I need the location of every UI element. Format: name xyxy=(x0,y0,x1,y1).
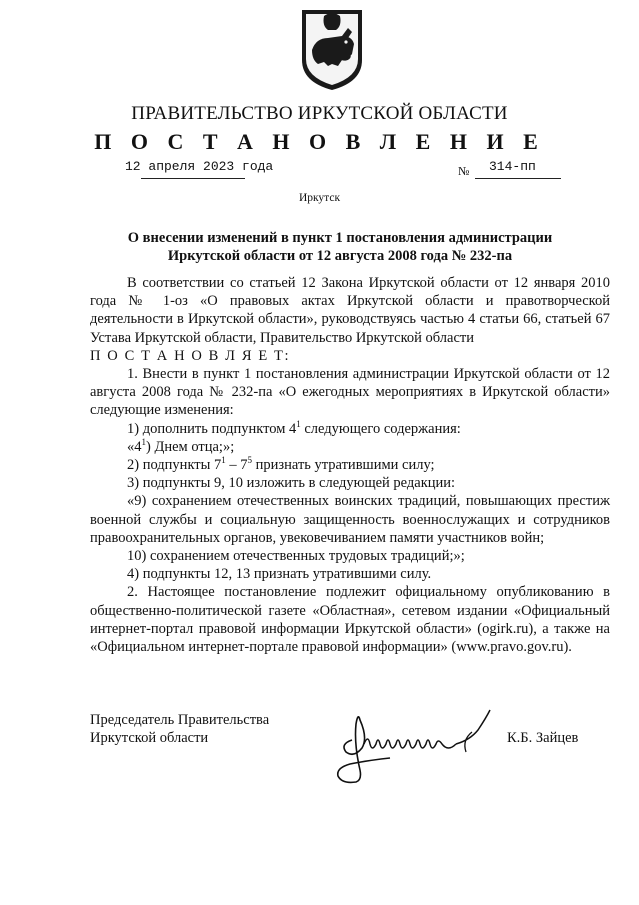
signer-name: К.Б. Зайцев xyxy=(507,730,579,746)
document-title xyxy=(100,229,580,265)
date-underline xyxy=(141,178,245,179)
document-type: П О С Т А Н О В Л Е Н И Е xyxy=(94,129,545,154)
title-line-2: Иркутской области от 12 августа 2008 года № 232-па xyxy=(167,248,513,264)
irkutsk-oblast-coat-of-arms-icon xyxy=(298,6,366,92)
title-line-1: О внесении изменений в пункт 1 постановления администрации xyxy=(127,230,553,246)
number-underline xyxy=(475,178,561,179)
subitem-4: 4) подпункты 12, 13 признать утратившими силу. xyxy=(127,566,432,583)
number-sign: № xyxy=(458,164,470,178)
preamble: В соответствии со статьей 12 Закона Иркутской области от 12 января 2010 года № 1-оз «О правовых актах Иркутской области и правотворческой деятельности в Иркутской области», руководствуясь частью 4 статьи 66, статьей 67 Устава Иркутской области, Правительство Иркутской области xyxy=(90,275,610,346)
subitem-1: 1) дополнить подпунктом $4^1$ следующего содержания: xyxy=(127,418,461,437)
item-1: 1. Внести в пункт 1 постановления администрации Иркутской области от 12 августа 2008 года № 232-па «О ежегодных мероприятиях в Иркутской области» следующие изменения: xyxy=(90,366,610,419)
signer-position-line-1: Председатель Правительства xyxy=(90,712,270,728)
signer-position-line-2: Иркутской области xyxy=(90,730,209,746)
decrees-heading: П О С Т А Н О В Л Я Е Т: xyxy=(90,347,291,364)
city: Иркутск xyxy=(298,192,341,204)
quote-day-of-father: «$4^1$) Днем отца;»; xyxy=(127,437,235,455)
quote-item-10: 10) сохранением отечественных трудовых традиций;»; xyxy=(127,548,465,565)
government-name: ПРАВИТЕЛЬСТВО ИРКУТСКОЙ ОБЛАСТИ xyxy=(131,103,508,124)
subitem-2: 2) подпункты $7^1 - 7^5$ признать утратившими силу; xyxy=(127,455,435,474)
item-2: 2. Настоящее постановление подлежит официальному опубликованию в общественно-политической газете «Областная», сетевом издании «Официальный интернет-портал правовой информации Иркутской области» (ogirk.ru), а также на «Официальном интернет-портале правовой информации» (www.pravo.gov.ru). xyxy=(90,584,610,656)
subitem-3: 3) подпункты 9, 10 изложить в следующей редакции: xyxy=(127,475,456,492)
document-date: 12 апреля 2023 года xyxy=(125,159,274,174)
handwritten-signature xyxy=(330,700,500,786)
document-body xyxy=(90,274,610,656)
document-number: 314-пп xyxy=(489,159,536,174)
quote-item-9: «9) сохранением отечественных воинских традиций, повышающих престиж военной службы и социальную защищенность военнослужащих и сотрудников правоохранительных органов, увековечиванием памяти участников войн; xyxy=(90,493,610,546)
